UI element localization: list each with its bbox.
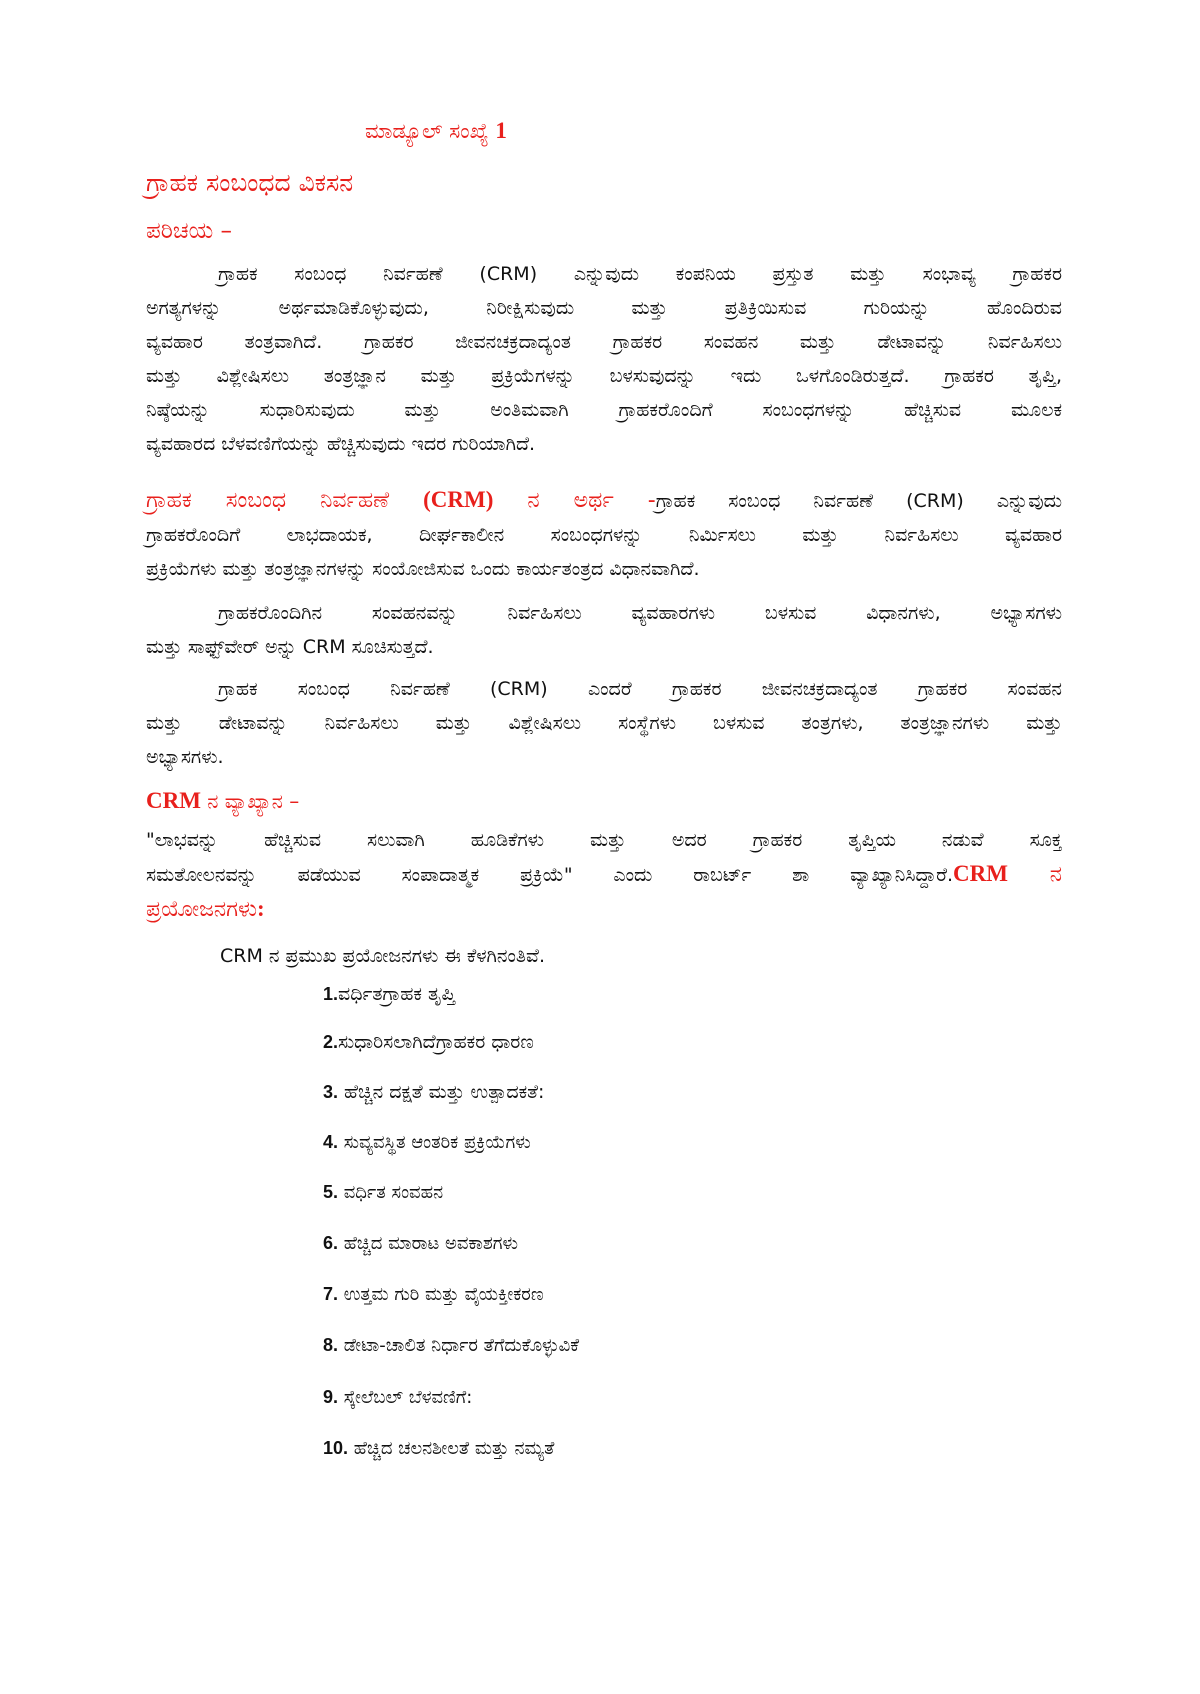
- crm-meaning-paragraph-3: [146, 672, 1062, 774]
- list-item-number: 3.: [323, 1082, 339, 1102]
- list-item: [323, 1284, 544, 1305]
- list-item-number: 6.: [323, 1233, 339, 1253]
- meaning-first-line: [146, 483, 1062, 518]
- list-item-number: 8.: [323, 1335, 339, 1355]
- list-item-number: 10.: [323, 1438, 349, 1458]
- benefits-heading-crm: CRM: [953, 861, 1008, 886]
- list-item: [323, 983, 455, 1005]
- para3-line: ಗ್ರಾಹಕರೊಂದಿಗಿನ ಸಂವಹನವನ್ನು ನಿರ್ವಹಿಸಲು ವ್ಯವಹಾರಗಳು ಬಳಸುವ ವಿಧಾನಗಳು, ಅಭ್ಯಾಸಗಳು: [218, 602, 1062, 624]
- list-item-text: ಸುಧಾರಿಸಲಾಗಿದೆಗ್ರಾಹಕರ ಧಾರಣ: [338, 1031, 534, 1053]
- meaning-heading: [146, 488, 656, 513]
- para4-line: ಮತ್ತು ಡೇಟಾವನ್ನು ನಿರ್ವಹಿಸಲು ಮತ್ತು ವಿಶ್ಲೇಷಿಸಲು ಸಂಸ್ಥೆಗಳು ಬಳಸುವ ತಂತ್ರಗಳು, ತಂತ್ರಜ್ಞಾನಗಳು ಮತ್ತು: [146, 712, 1062, 734]
- para3-line: ಮತ್ತು ಸಾಫ್ಟ್‌ವೇರ್ ಅನ್ನು CRM ಸೂಚಿಸುತ್ತದೆ.: [146, 636, 434, 658]
- intro-line: ವ್ಯವಹಾರ ತಂತ್ರವಾಗಿದೆ. ಗ್ರಾಹಕರ ಜೀವನಚಕ್ರದಾದ್ಯಂತ ಗ್ರಾಹಕರ ಸಂವಹನ ಮತ್ತು ಡೇಟಾವನ್ನು ನಿರ್ವಹಿಸಲು: [146, 331, 1062, 353]
- list-item-number: 5.: [323, 1182, 339, 1202]
- meaning-line1-rest: ಗ್ರಾಹಕ ಸಂಬಂಧ ನಿರ್ವಹಣೆ (CRM) ಎನ್ನುವುದು: [655, 490, 1063, 512]
- benefits-heading-colon: :: [256, 896, 265, 921]
- list-item: [323, 1031, 534, 1053]
- definition-heading-crm: CRM: [146, 788, 201, 813]
- definition-paragraph: [146, 823, 1062, 927]
- list-item-text: ಹೆಚ್ಚಿದ ಚಲನಶೀಲತೆ ಮತ್ತು ನಮ್ಯತೆ: [348, 1438, 555, 1459]
- meaning-line: ಪ್ರಕ್ರಿಯೆಗಳು ಮತ್ತು ತಂತ್ರಜ್ಞಾನಗಳನ್ನು ಸಂಯೋಜಿಸುವ ಒಂದು ಕಾರ್ಯತಂತ್ರದ ವಿಧಾನವಾಗಿದೆ.: [146, 558, 700, 580]
- module-number: 1: [495, 118, 507, 143]
- intro-line: ನಿಷ್ಠೆಯನ್ನು ಸುಧಾರಿಸುವುದು ಮತ್ತು ಅಂತಿಮವಾಗಿ ಗ್ರಾಹಕರೊಂದಿಗೆ ಸಂಬಂಧಗಳನ್ನು ಹೆಚ್ಚಿಸುವ ಮೂಲಕ: [146, 399, 1062, 421]
- list-item: [323, 1387, 472, 1408]
- intro-paragraph: [146, 257, 1062, 461]
- list-item-number: 7.: [323, 1284, 339, 1304]
- benefits-heading-rest: ನ: [1007, 862, 1062, 887]
- meaning-heading-pre: ಗ್ರಾಹಕ ಸಂಬಂಧ ನಿರ್ವಹಣೆ: [146, 488, 424, 513]
- definition-line2-text: ಸಮತೋಲನವನ್ನು ಪಡೆಯುವ ಸಂಪಾದಾತ್ಮಕ ಪ್ರಕ್ರಿಯೆ" ಎಂದು ರಾಬರ್ಟ್ ಶಾ ವ್ಯಾಖ್ಯಾನಿಸಿದ್ದಾರೆ.: [146, 864, 954, 886]
- definition-heading: [146, 784, 1062, 819]
- list-item-text: ಸ್ಕೇಲೆಬಲ್ ಬೆಳವಣಿಗೆ:: [338, 1387, 473, 1408]
- list-item: [323, 1081, 544, 1103]
- list-item-text: ಸುವ್ಯವಸ್ಥಿತ ಆಂತರಿಕ ಪ್ರಕ್ರಿಯೆಗಳು: [338, 1132, 531, 1153]
- benefits-heading: ಪ್ರಯೋಜನಗಳು: [146, 897, 257, 922]
- list-item: [323, 1233, 518, 1254]
- intro-heading: ಪರಿಚಯ –: [146, 218, 233, 244]
- list-item-text: ಉತ್ತಮ ಗುರಿ ಮತ್ತು ವೈಯಕ್ತೀಕರಣ: [338, 1284, 544, 1305]
- module-title: [365, 118, 507, 144]
- para4-line: ಅಭ್ಯಾಸಗಳು.: [146, 746, 224, 768]
- list-item-text: ವರ್ಧಿತಗ್ರಾಹಕ ತೃಪ್ತಿ: [338, 983, 456, 1005]
- list-item-number: 4.: [323, 1132, 339, 1152]
- definition-heading-rest: ನ ವ್ಯಾಖ್ಯಾನ –: [200, 789, 300, 813]
- module-title-text: ಮಾಡ್ಯೂಲ್ ಸಂಖ್ಯೆ: [365, 119, 489, 143]
- definition-line-2: [146, 857, 1062, 892]
- definition-line: "ಲಾಭವನ್ನು ಹೆಚ್ಚಿಸುವ ಸಲುವಾಗಿ ಹೂಡಿಕೆಗಳು ಮತ್ತು ಅದರ ಗ್ರಾಹಕರ ತೃಪ್ತಿಯ ನಡುವೆ ಸೂಕ್ತ: [146, 829, 1062, 851]
- list-item: [323, 1438, 554, 1459]
- definition-heading-line: [146, 784, 1062, 819]
- meaning-heading-post: ನ ಅರ್ಥ -: [493, 488, 656, 513]
- list-item-number: 9.: [323, 1387, 339, 1407]
- intro-line: ಮತ್ತು ವಿಶ್ಲೇಷಿಸಲು ತಂತ್ರಜ್ಞಾನ ಮತ್ತು ಪ್ರಕ್ರಿಯೆಗಳನ್ನು ಬಳಸುವುದನ್ನು ಇದು ಒಳಗೊಂಡಿರುತ್ತದೆ. ಗ್ರಾಹಕರ ತೃಪ್ತಿ,: [146, 365, 1062, 387]
- list-item-text: ಹೆಚ್ಚಿದ ಮಾರಾಟ ಅವಕಾಶಗಳು: [338, 1233, 518, 1254]
- list-item-text: ಹೆಚ್ಚಿನ ದಕ್ಷತೆ ಮತ್ತು ಉತ್ಪಾದಕತೆ:: [338, 1081, 545, 1103]
- benefits-intro: CRM ನ ಪ್ರಮುಖ ಪ್ರಯೋಜನಗಳು ಈ ಕೆಳಗಿನಂತಿವೆ.: [220, 945, 545, 967]
- intro-line: ಗ್ರಾಹಕ ಸಂಬಂಧ ನಿರ್ವಹಣೆ (CRM) ಎನ್ನುವುದು ಕಂಪನಿಯ ಪ್ರಸ್ತುತ ಮತ್ತು ಸಂಭಾವ್ಯ ಗ್ರಾಹಕರ: [218, 263, 1062, 285]
- meaning-line: ಗ್ರಾಹಕರೊಂದಿಗೆ ಲಾಭದಾಯಕ, ದೀರ್ಘಕಾಲೀನ ಸಂಬಂಧಗಳನ್ನು ನಿರ್ಮಿಸಲು ಮತ್ತು ನಿರ್ವಹಿಸಲು ವ್ಯವಹಾರ: [146, 524, 1062, 546]
- list-item: [323, 1182, 443, 1203]
- intro-line: ಅಗತ್ಯಗಳನ್ನು ಅರ್ಥಮಾಡಿಕೊಳ್ಳುವುದು, ನಿರೀಕ್ಷಿಸುವುದು ಮತ್ತು ಪ್ರತಿಕ್ರಿಯಿಸುವ ಗುರಿಯನ್ನು ಹೊಂದಿರುವ: [146, 297, 1062, 319]
- chapter-title: ಗ್ರಾಹಕ ಸಂಬಂಧದ ವಿಕಸನ: [146, 168, 354, 197]
- meaning-heading-crm: (CRM): [423, 487, 494, 512]
- list-item-number: 1.: [323, 984, 339, 1004]
- intro-line: ವ್ಯವಹಾರದ ಬೆಳವಣಿಗೆಯನ್ನು ಹೆಚ್ಚಿಸುವುದು ಇದರ ಗುರಿಯಾಗಿದೆ.: [146, 433, 536, 455]
- list-item: [323, 1132, 531, 1153]
- list-item: [323, 1335, 579, 1356]
- para4-line: ಗ್ರಾಹಕ ಸಂಬಂಧ ನಿರ್ವಹಣೆ (CRM) ಎಂದರೆ ಗ್ರಾಹಕರ ಜೀವನಚಕ್ರದಾದ್ಯಂತ ಗ್ರಾಹಕರ ಸಂವಹನ: [218, 678, 1062, 700]
- crm-meaning-paragraph-2: [146, 596, 1062, 664]
- list-item-number: 2.: [323, 1032, 339, 1052]
- list-item-text: ಡೇಟಾ-ಚಾಲಿತ ನಿರ್ಧಾರ ತೆಗೆದುಕೊಳ್ಳುವಿಕೆ: [338, 1335, 580, 1356]
- benefits-heading-line: [146, 892, 1062, 927]
- meaning-paragraph: [146, 483, 1062, 586]
- list-item-text: ವರ್ಧಿತ ಸಂವಹನ: [338, 1182, 444, 1203]
